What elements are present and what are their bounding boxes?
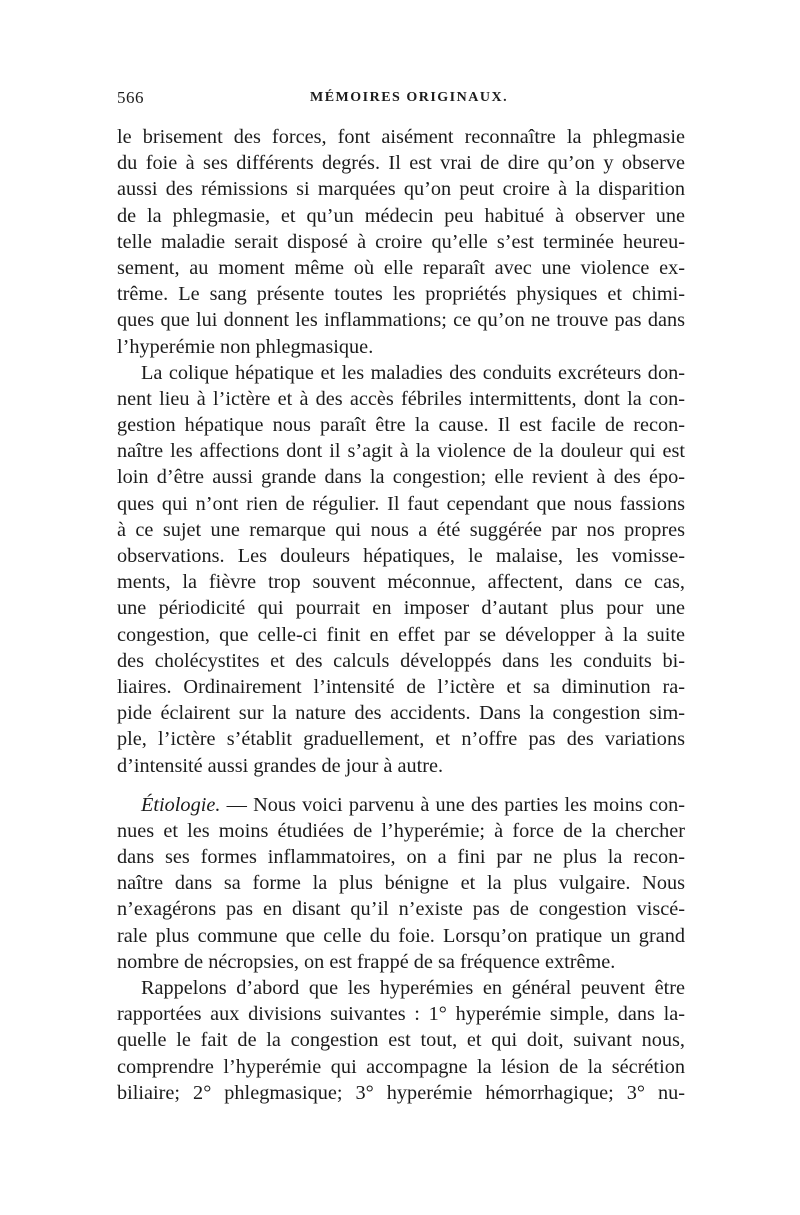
text-line: dans ses formes inflammatoires, on a fini par ne plus la recon-	[117, 846, 685, 869]
page-header	[117, 88, 685, 112]
text-line: trême. Le sang présente toutes les propriétés physiques et chimi-	[117, 283, 685, 306]
text-line: du foie à ses différents degrés. Il est vrai de dire qu’on y observe	[117, 152, 685, 175]
text-line: telle maladie serait disposé à croire qu’elle s’est terminée heureu-	[117, 230, 685, 253]
body-text	[117, 124, 685, 1106]
text-line: rapportées aux divisions suivantes : 1° hyperémie simple, dans la-	[117, 1003, 685, 1026]
text-line: congestion, que celle-ci finit en effet par se développer à la suite	[117, 623, 685, 646]
text-line: biliaire; 2° phlegmasique; 3° hyperémie hémorrhagique; 3° nu-	[117, 1081, 685, 1104]
text-line: pide éclairent sur la nature des accidents. Dans la congestion sim-	[117, 702, 685, 725]
text-line: nombre de nécropsies, on est frappé de sa fréquence extrême.	[117, 950, 616, 973]
text-line: Rappelons d’abord que les hyperémies en général peuvent être	[141, 977, 685, 999]
text-line: de la phlegmasie, et qu’un médecin peu habitué à observer une	[117, 204, 685, 227]
text-line: sement, au moment même où elle reparaît avec une violence ex-	[117, 256, 685, 279]
text-line: ques que lui donnent les inflammations; ce qu’on ne trouve pas dans	[117, 309, 685, 332]
text-line: comprendre l’hyperémie qui accompagne la lésion de la sécrétion	[117, 1055, 685, 1078]
running-title: MÉMOIRES ORIGINAUX.	[310, 90, 509, 105]
page-number: 566	[117, 88, 144, 107]
text-line: La colique hépatique et les maladies des conduits excréteurs don-	[141, 361, 685, 384]
text-line: quelle le fait de la congestion est tout, et qui doit, suivant nous,	[117, 1029, 685, 1052]
paragraph-gap	[117, 779, 685, 792]
text-line: des cholécystites et des calculs développés dans les conduits bi-	[117, 649, 685, 672]
text-line: l’hyperémie non phlegmasique.	[117, 335, 374, 358]
text-line: ques qui n’ont rien de régulier. Il faut cependant que nous fassions	[117, 492, 685, 515]
paragraph-4	[117, 975, 685, 1106]
paragraph-1	[117, 124, 685, 360]
text-line-with-heading	[117, 792, 685, 818]
text-line: ments, la fièvre trop souvent méconnue, affectent, dans ce cas,	[117, 571, 685, 594]
paragraph-etiologie	[117, 792, 685, 975]
text-line: ple, l’ictère s’établit graduellement, et n’offre pas des variations	[117, 728, 685, 751]
text-line: rale plus commune que celle du foie. Lorsqu’on pratique un grand	[117, 924, 685, 947]
text-line: naître dans sa forme la plus bénigne et la plus vulgaire. Nous	[117, 872, 685, 895]
text-line: une périodicité qui pourrait en imposer d’autant plus pour une	[117, 597, 685, 620]
text-line: aussi des rémissions si marquées qu’on peut croire à la disparition	[117, 178, 685, 201]
text-line: observations. Les douleurs hépatiques, le malaise, les vomisse-	[117, 545, 685, 567]
section-heading-etiologie: Étiologie.	[141, 793, 221, 816]
heading-line-rest: — Nous voici parvenu à une des parties les moins con-	[220, 793, 685, 816]
text-line: loin d’être aussi grande dans la congestion; elle revient à des épo-	[117, 466, 685, 489]
text-line: n’exagérons pas en disant qu’il n’existe pas de congestion viscé-	[117, 898, 685, 921]
text-line: à ce sujet une remarque qui nous a été suggérée par nos propres	[117, 518, 685, 541]
text-line: gestion hépatique nous paraît être la cause. Il est facile de recon-	[117, 414, 685, 437]
text-line: liaires. Ordinairement l’intensité de l’ictère et sa diminution ra-	[117, 675, 685, 698]
paragraph-2	[117, 360, 685, 779]
text-line: le brisement des forces, font aisément reconnaître la phlegmasie	[117, 126, 685, 148]
text-line: d’intensité aussi grandes de jour à autre.	[117, 754, 444, 777]
text-line: naître les affections dont il s’agit à la violence de la douleur qui est	[117, 440, 685, 463]
text-line: nues et les moins étudiées de l’hyperémie; à force de la chercher	[117, 819, 685, 842]
text-line: nent lieu à l’ictère et à des accès fébriles intermittents, dont la con-	[117, 387, 685, 410]
